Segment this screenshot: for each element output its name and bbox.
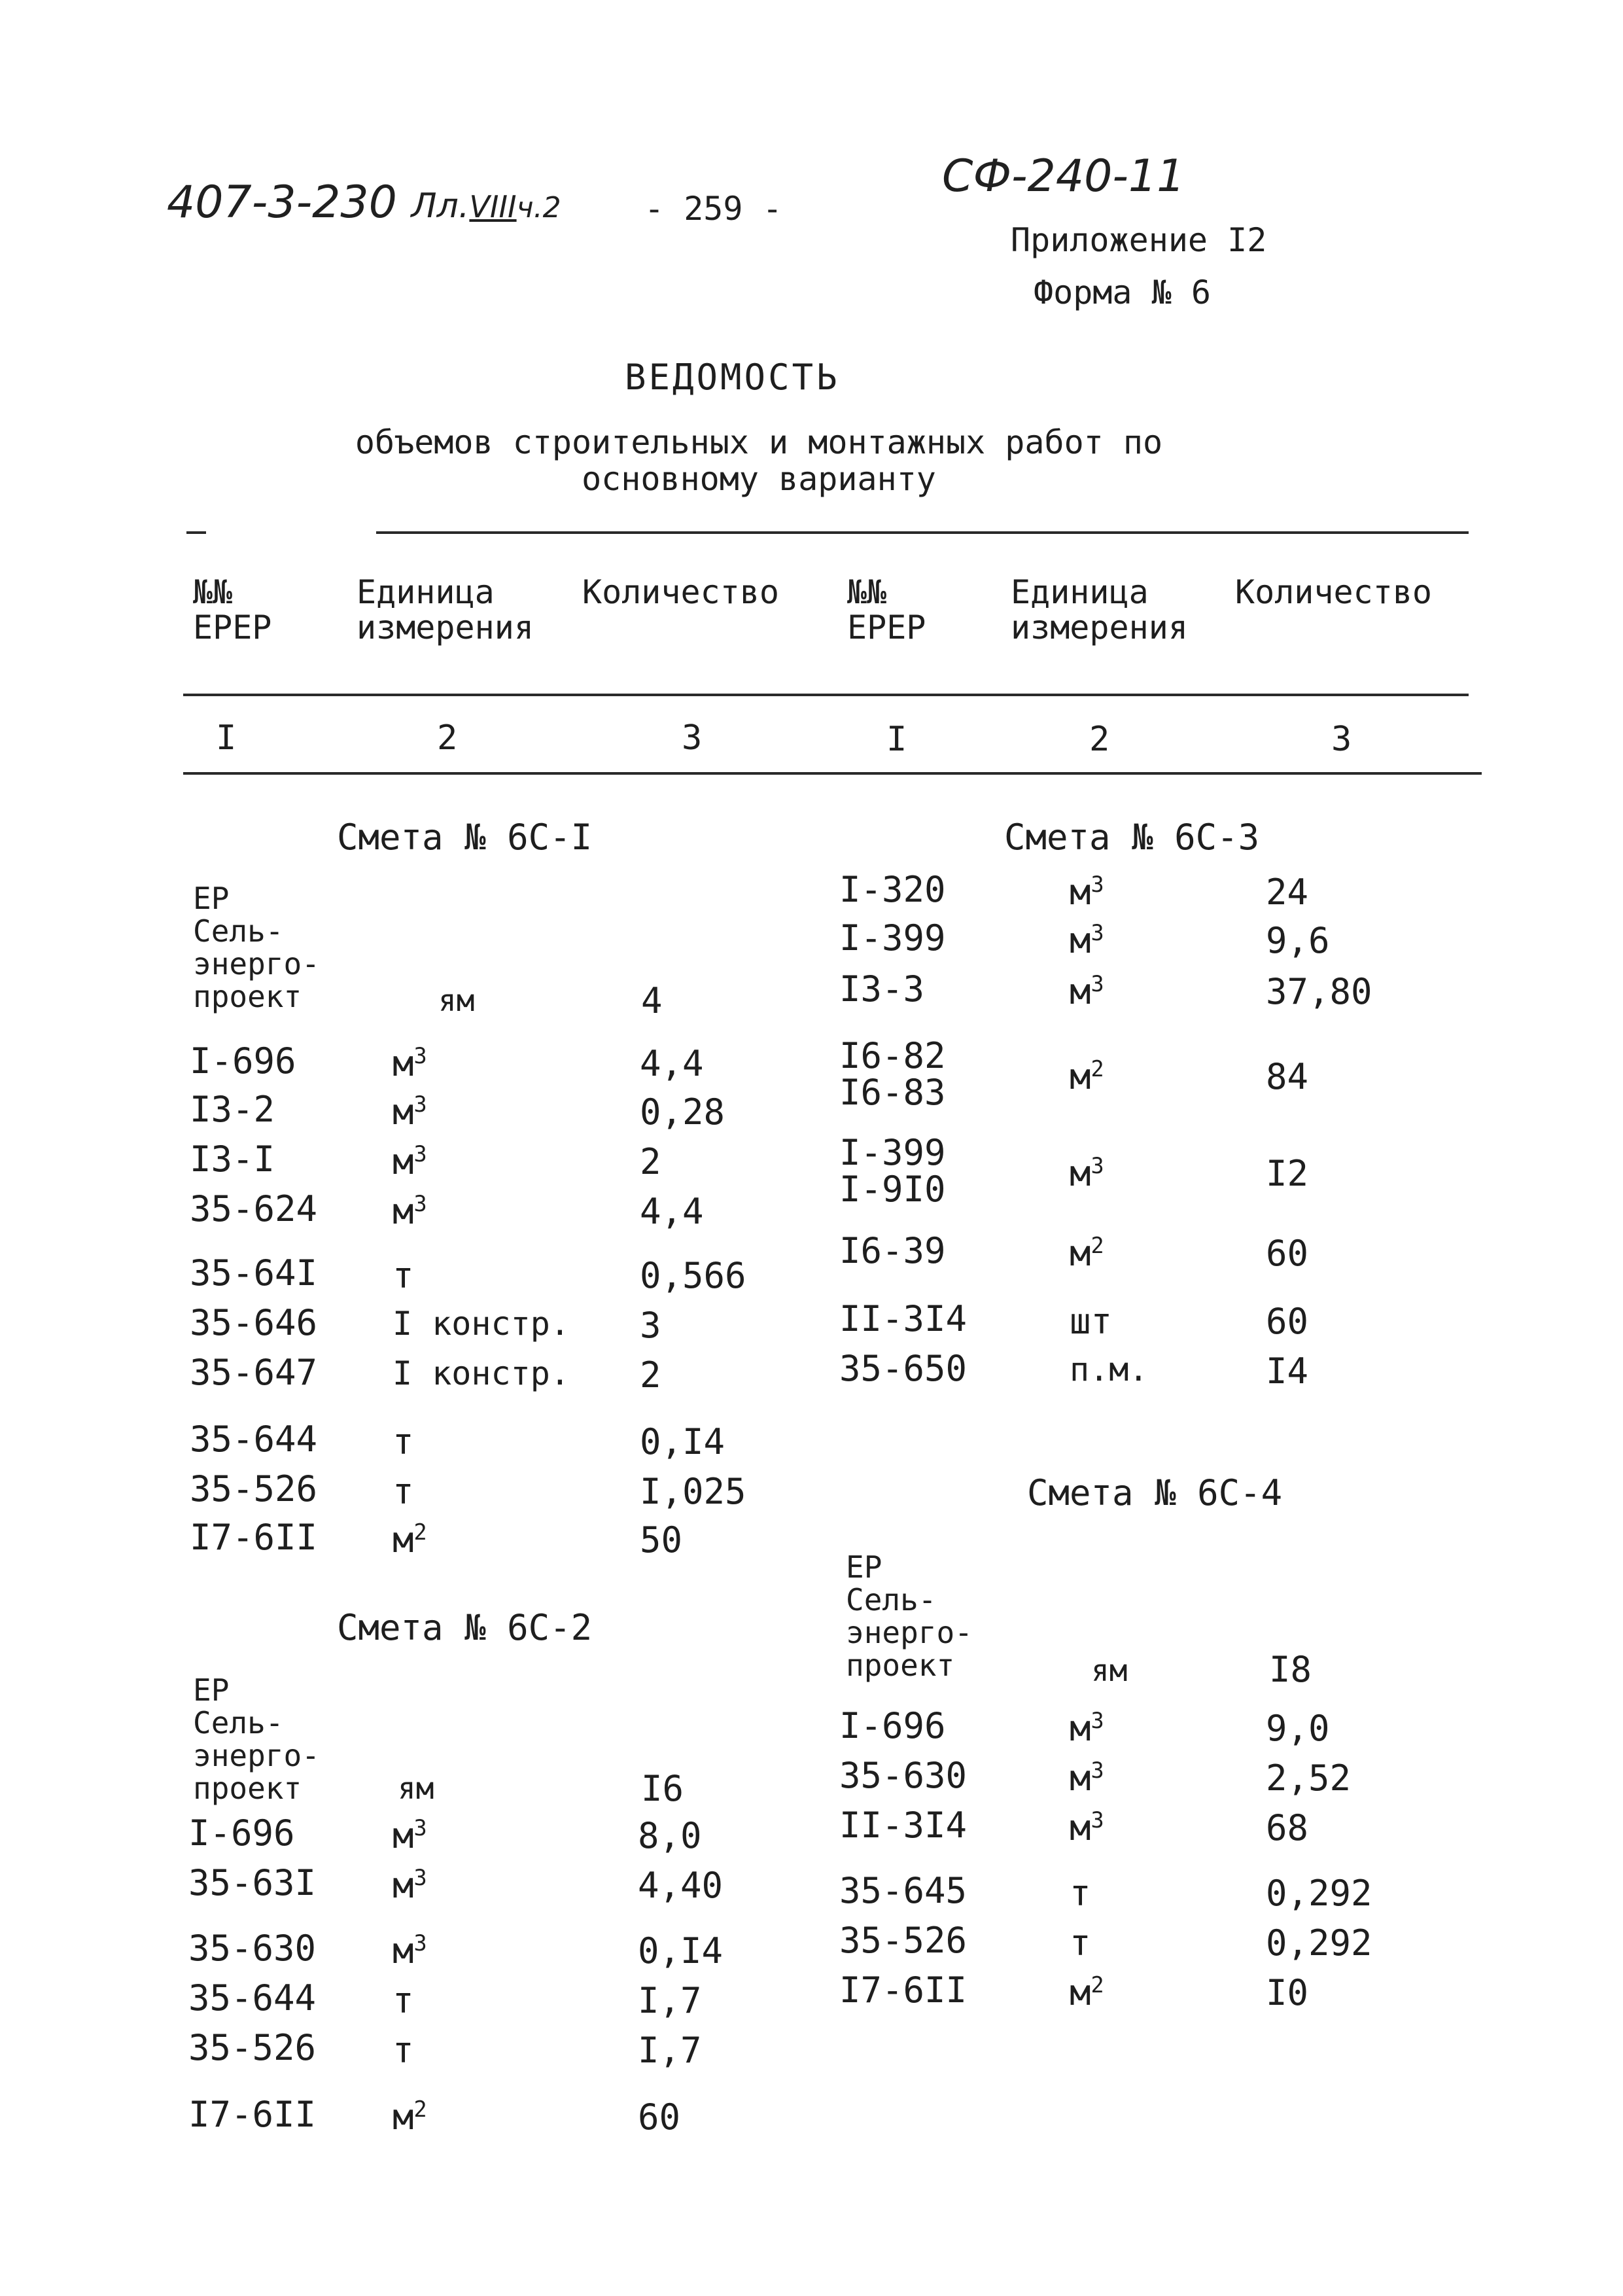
row-unit-exponent: 3 bbox=[413, 1043, 427, 1069]
row-unit-exponent: 3 bbox=[1091, 1708, 1104, 1733]
row-code: 35-647 bbox=[190, 1352, 318, 1393]
row-unit-text: I констр. bbox=[393, 1305, 570, 1343]
row-code: 35-645 bbox=[839, 1870, 968, 1911]
document-title: ВЕДОМОСТЬ bbox=[625, 357, 840, 398]
row-code: 35-644 bbox=[190, 1419, 318, 1460]
col-number-2-left: 2 bbox=[437, 718, 458, 758]
row-code: I6-39 bbox=[839, 1230, 946, 1271]
row-code: I-399 bbox=[839, 917, 946, 959]
row-unit bbox=[393, 2030, 414, 2071]
row-code: II-3I4 bbox=[839, 1805, 968, 1846]
row-code: I7-6II bbox=[188, 2094, 317, 2135]
row-unit bbox=[393, 1471, 414, 1512]
row-unit bbox=[1070, 920, 1104, 961]
row-quantity: 2 bbox=[640, 1354, 661, 1396]
col-number-3-right: 3 bbox=[1331, 720, 1352, 759]
row-quantity: 0,566 bbox=[640, 1255, 746, 1296]
ep-qty-6c-2: I6 bbox=[641, 1768, 684, 1809]
row-quantity: 9,6 bbox=[1266, 920, 1330, 961]
row-code: 35-526 bbox=[839, 1920, 968, 1961]
col-header-qty-left: Количество bbox=[582, 573, 780, 611]
row-unit-text: т bbox=[393, 1980, 414, 2021]
row-quantity: 9,0 bbox=[1266, 1708, 1330, 1749]
ep-unit-6c-2: ям bbox=[398, 1771, 434, 1806]
document-code: 407-3-230 Лл.VIIIч.2 bbox=[167, 177, 561, 228]
row-code: 35-624 bbox=[190, 1188, 318, 1229]
row-unit-text: м bbox=[1070, 1807, 1091, 1848]
row-unit bbox=[1070, 1873, 1091, 1914]
row-quantity: I2 bbox=[1266, 1153, 1309, 1194]
row-quantity: 68 bbox=[1266, 1807, 1309, 1848]
row-quantity: 60 bbox=[1266, 1301, 1309, 1342]
row-code: I-399 I-9I0 bbox=[839, 1132, 946, 1210]
row-unit-exponent: 2 bbox=[1091, 1972, 1104, 1998]
row-unit-exponent: 2 bbox=[413, 1519, 427, 1545]
subtitle-line-1: объемов строительных и монтажных работ по bbox=[355, 423, 1163, 461]
rule-colnum-bottom bbox=[183, 772, 1482, 775]
ep-label-6c-2: ЕР Сель- энерго- проект bbox=[193, 1672, 320, 1806]
row-unit-text: м bbox=[1070, 1708, 1091, 1749]
row-unit-exponent: 3 bbox=[1091, 1153, 1104, 1178]
appendix-label: Приложение I2 bbox=[1011, 221, 1267, 259]
row-unit bbox=[1070, 872, 1104, 913]
row-code: 35-526 bbox=[188, 2027, 317, 2068]
ep-qty-6c-1: 4 bbox=[641, 980, 663, 1021]
row-unit bbox=[393, 1865, 427, 1906]
row-quantity: 84 bbox=[1266, 1056, 1309, 1097]
row-unit-text: м bbox=[393, 1191, 414, 1232]
document-subtitle bbox=[314, 424, 1204, 497]
row-quantity: 0,28 bbox=[640, 1091, 725, 1133]
row-unit bbox=[393, 1980, 414, 2021]
row-unit-text: м bbox=[393, 1043, 414, 1084]
row-unit-exponent: 2 bbox=[1091, 1056, 1104, 1082]
col-header-code-right: №№ ЕРЕР bbox=[847, 573, 926, 646]
row-quantity: 0,292 bbox=[1266, 1873, 1372, 1914]
row-quantity: 60 bbox=[1266, 1233, 1309, 1274]
rule-top bbox=[376, 531, 1469, 534]
form-label: Форма № 6 bbox=[1034, 274, 1211, 311]
col-header-unit-left: Единица измерения bbox=[357, 573, 534, 646]
col-header-code-left: №№ ЕРЕР bbox=[193, 573, 272, 646]
row-unit-exponent: 3 bbox=[413, 1930, 427, 1956]
rule-header-bottom bbox=[183, 694, 1469, 696]
row-unit-text: м bbox=[1070, 872, 1091, 913]
row-unit-exponent: 3 bbox=[413, 1815, 427, 1841]
row-code: II-3I4 bbox=[839, 1298, 968, 1339]
row-quantity: 0,I4 bbox=[640, 1421, 725, 1462]
row-unit bbox=[393, 1354, 570, 1392]
row-unit-text: м bbox=[393, 1930, 414, 1971]
page-number: - 259 - bbox=[644, 190, 782, 228]
row-unit-exponent: 3 bbox=[1091, 920, 1104, 945]
row-code: I3-I bbox=[190, 1139, 275, 1180]
row-unit-text: I констр. bbox=[393, 1354, 570, 1392]
row-quantity: 2,52 bbox=[1266, 1757, 1352, 1799]
row-unit bbox=[1070, 1153, 1104, 1194]
archive-code: СФ-240-11 bbox=[942, 150, 1185, 202]
row-unit bbox=[1070, 1301, 1112, 1342]
row-code: 35-630 bbox=[839, 1755, 968, 1796]
row-unit bbox=[393, 1191, 427, 1232]
row-unit bbox=[1070, 1807, 1104, 1848]
section-title-6c-2: Смета № 6С-2 bbox=[337, 1607, 593, 1648]
row-unit-exponent: 3 bbox=[1091, 971, 1104, 997]
row-unit bbox=[393, 1043, 427, 1084]
row-unit-text: м bbox=[393, 1865, 414, 1906]
row-unit bbox=[1070, 1233, 1104, 1274]
row-unit bbox=[393, 1141, 427, 1182]
row-quantity: I,7 bbox=[638, 1980, 702, 2021]
row-quantity: 2 bbox=[640, 1141, 661, 1182]
row-unit-text: т bbox=[393, 1471, 414, 1512]
row-code: I-696 bbox=[190, 1040, 296, 1082]
col-number-3-left: 3 bbox=[682, 718, 703, 758]
row-unit bbox=[393, 1421, 414, 1462]
ep-unit-6c-4: ям bbox=[1091, 1653, 1128, 1688]
row-code: I3-2 bbox=[190, 1089, 275, 1130]
row-unit-exponent: 3 bbox=[1091, 1757, 1104, 1783]
row-unit bbox=[1070, 1351, 1148, 1388]
row-quantity: 0,I4 bbox=[638, 1930, 724, 1971]
row-unit-text: м bbox=[1070, 1757, 1091, 1799]
row-quantity: 3 bbox=[640, 1305, 661, 1346]
row-quantity: 4,40 bbox=[638, 1865, 724, 1906]
row-unit-text: т bbox=[393, 2030, 414, 2071]
row-unit-text: м bbox=[1070, 1153, 1091, 1194]
row-unit-text: м bbox=[393, 1141, 414, 1182]
subtitle-line-2: основному варианту bbox=[582, 460, 936, 498]
row-quantity: 4,4 bbox=[640, 1043, 704, 1084]
row-unit-text: м bbox=[393, 2096, 414, 2138]
row-unit-text: т bbox=[393, 1421, 414, 1462]
row-code: I-320 bbox=[839, 869, 946, 910]
row-unit bbox=[393, 1305, 570, 1343]
row-quantity: 0,292 bbox=[1266, 1922, 1372, 1964]
row-unit-exponent: 3 bbox=[413, 1865, 427, 1890]
row-unit bbox=[393, 1815, 427, 1856]
rule-short bbox=[186, 531, 206, 534]
row-unit bbox=[1070, 1056, 1104, 1097]
row-code: I-696 bbox=[839, 1705, 946, 1746]
section-title-6c-4: Смета № 6С-4 bbox=[1027, 1472, 1283, 1513]
row-quantity: 60 bbox=[638, 2096, 681, 2138]
row-unit-text: м bbox=[393, 1519, 414, 1561]
row-unit-exponent: 2 bbox=[413, 2096, 427, 2122]
ep-label-6c-4: ЕР Сель- энерго- проект bbox=[846, 1549, 973, 1683]
row-unit-text: м bbox=[1070, 1972, 1091, 2013]
row-code: 35-646 bbox=[190, 1302, 318, 1343]
row-code: 35-630 bbox=[188, 1928, 317, 1969]
row-unit bbox=[393, 1255, 414, 1296]
row-unit bbox=[1070, 971, 1104, 1012]
row-unit bbox=[1070, 1757, 1104, 1799]
row-unit bbox=[1070, 1972, 1104, 2013]
col-header-unit-right: Единица измерения bbox=[1011, 573, 1188, 646]
row-unit bbox=[393, 1519, 427, 1561]
row-unit bbox=[393, 2096, 427, 2138]
row-unit bbox=[1070, 1708, 1104, 1749]
row-unit-exponent: 3 bbox=[1091, 1807, 1104, 1833]
col-number-1-left: I bbox=[216, 718, 237, 758]
row-unit-exponent: 3 bbox=[413, 1191, 427, 1216]
row-code: I-696 bbox=[188, 1812, 295, 1854]
row-quantity: 50 bbox=[640, 1519, 683, 1561]
row-unit bbox=[393, 1091, 427, 1133]
col-header-qty-right: Количество bbox=[1235, 573, 1433, 611]
row-quantity: I,7 bbox=[638, 2030, 702, 2071]
row-unit-text: т bbox=[1070, 1922, 1091, 1964]
row-unit-exponent: 3 bbox=[413, 1141, 427, 1167]
row-unit-exponent: 3 bbox=[413, 1091, 427, 1117]
row-unit-exponent: 2 bbox=[1091, 1233, 1104, 1258]
row-code: I3-3 bbox=[839, 968, 925, 1010]
row-unit-text: шт bbox=[1070, 1301, 1113, 1342]
row-code: I7-6II bbox=[190, 1517, 318, 1558]
row-code: 35-650 bbox=[839, 1348, 968, 1389]
row-quantity: 24 bbox=[1266, 872, 1309, 913]
row-unit-text: т bbox=[1070, 1873, 1091, 1914]
ep-unit-6c-1: ям bbox=[438, 983, 475, 1018]
row-code: 35-64I bbox=[190, 1252, 318, 1294]
col-number-2-right: 2 bbox=[1089, 720, 1110, 759]
row-code: I7-6II bbox=[839, 1969, 968, 2011]
row-unit-text: п.м. bbox=[1070, 1351, 1149, 1388]
row-code: 35-644 bbox=[188, 1977, 317, 2019]
row-quantity: 8,0 bbox=[638, 1815, 702, 1856]
row-unit-text: м bbox=[1070, 920, 1091, 961]
row-quantity: 37,80 bbox=[1266, 971, 1372, 1012]
section-title-6c-1: Смета № 6С-I bbox=[337, 817, 593, 858]
row-quantity: I0 bbox=[1266, 1972, 1309, 2013]
row-unit-text: м bbox=[393, 1091, 414, 1133]
row-unit-text: м bbox=[1070, 1233, 1091, 1274]
row-unit-text: м bbox=[1070, 1056, 1091, 1097]
row-unit-text: м bbox=[1070, 971, 1091, 1012]
col-number-1-right: I bbox=[886, 720, 907, 759]
row-unit bbox=[393, 1930, 427, 1971]
row-code: I6-82 I6-83 bbox=[839, 1035, 946, 1113]
ep-qty-6c-4: I8 bbox=[1269, 1649, 1312, 1690]
row-unit bbox=[1070, 1922, 1091, 1964]
row-code: 35-63I bbox=[188, 1862, 317, 1903]
row-code: 35-526 bbox=[190, 1468, 318, 1510]
row-unit-exponent: 3 bbox=[1091, 872, 1104, 897]
row-quantity: I4 bbox=[1266, 1351, 1309, 1392]
row-unit-text: т bbox=[393, 1255, 414, 1296]
row-quantity: 4,4 bbox=[640, 1191, 704, 1232]
section-title-6c-3: Смета № 6С-3 bbox=[1004, 817, 1260, 858]
row-unit-text: м bbox=[393, 1815, 414, 1856]
row-quantity: I,025 bbox=[640, 1471, 746, 1512]
ep-label-6c-1: ЕР Сель- энерго- проект bbox=[193, 881, 320, 1014]
